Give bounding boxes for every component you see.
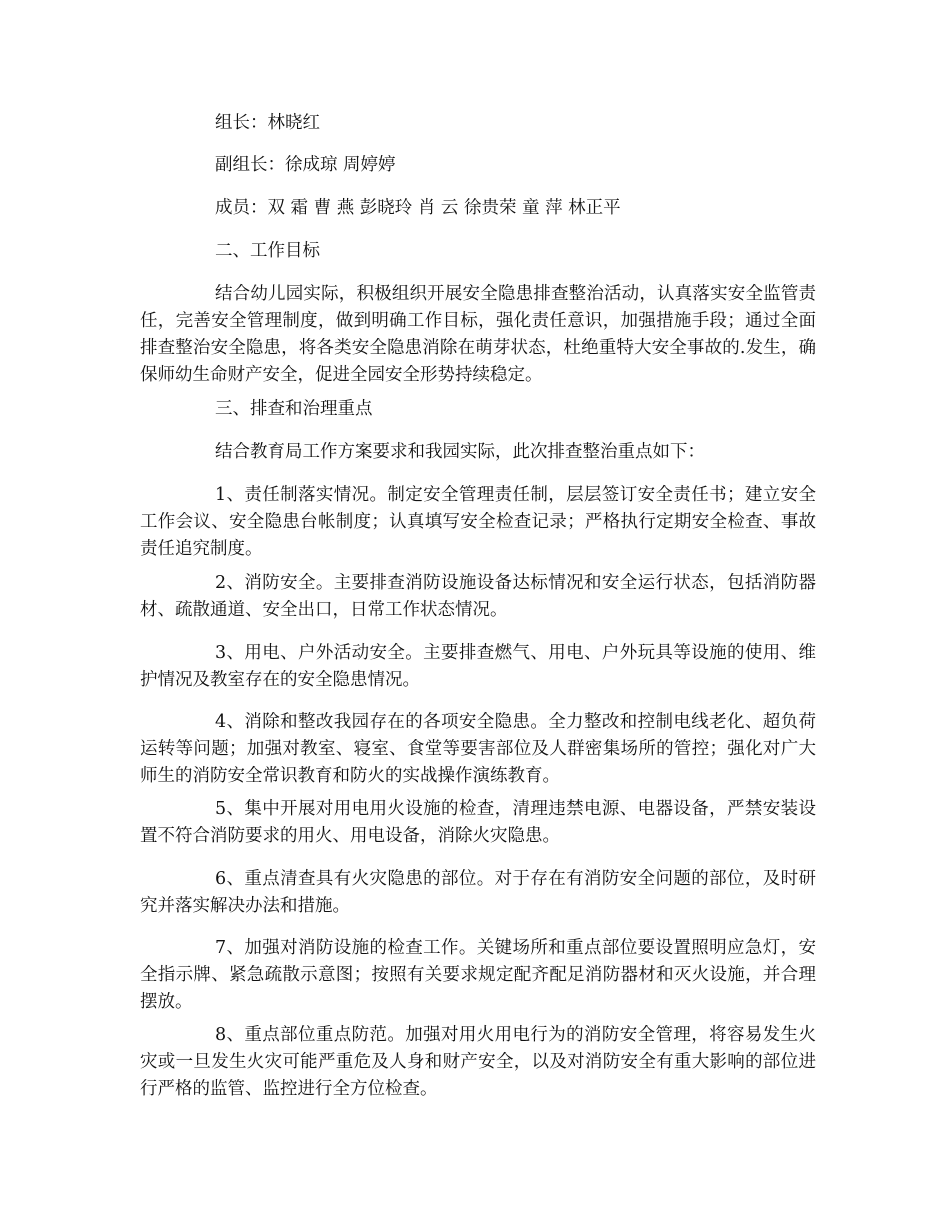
list-item: 4、消除和整改我园存在的各项安全隐患。全力整改和控制电线老化、超负荷运转等问题；加强对教室、寝室、食堂等要害部位及人群密集场所的管控；强化对广大师生的消防安全常识教育和防火的实战操作演练教育。	[140, 712, 816, 786]
leader-line: 组长：林晓红	[215, 113, 320, 133]
section-3-heading: 三、排查和治理重点	[215, 399, 373, 419]
deputy-leaders-line: 副组长：徐成琼 周婷婷	[215, 155, 396, 175]
members-line: 成员：双 霜 曹 燕 彭晓玲 肖 云 徐贵荣 童 萍 林正平	[215, 198, 621, 218]
list-item: 1、责任制落实情况。制定安全管理责任制，层层签订安全责任书；建立安全工作会议、安全隐患台帐制度；认真填写安全检查记录；严格执行定期安全检查、事故责任追究制度。	[140, 485, 816, 559]
section-2-heading: 二、工作目标	[215, 241, 320, 261]
section-3-intro: 结合教育局工作方案要求和我园实际，此次排查整治重点如下：	[215, 442, 705, 462]
list-item: 6、重点清查具有火灾隐患的部位。对于存在有消防安全问题的部位，及时研究并落实解决办法和措施。	[140, 869, 816, 916]
section-2-body: 结合幼儿园实际，积极组织开展安全隐患排查整治活动，认真落实安全监管责任，完善安全管理制度，做到明确工作目标，强化责任意识，加强措施手段；通过全面排查整治安全隐患，将各类安全隐患消除在萌芽状态，杜绝重特大安全事故的.发生，确保师幼生命财产安全，促进全园安全形势持续稳定。	[140, 284, 816, 385]
list-item: 3、用电、户外活动安全。主要排查燃气、用电、户外玩具等设施的使用、维护情况及教室存在的安全隐患情况。	[140, 643, 816, 690]
list-item: 5、集中开展对用电用火设施的检查，清理违禁电源、电器设备，严禁安装设置不符合消防要求的用火、用电设备，消除火灾隐患。	[140, 799, 816, 846]
list-item: 7、加强对消防设施的检查工作。关键场所和重点部位要设置照明应急灯，安全指示牌、紧急疏散示意图；按照有关要求规定配齐配足消防器材和灭火设施，并合理摆放。	[140, 938, 816, 1012]
list-item: 8、重点部位重点防范。加强对用火用电行为的消防安全管理，将容易发生火灾或一旦发生火灾可能严重危及人身和财产安全，以及对消防安全有重大影响的部位进行严格的监管、监控进行全方位检查。	[140, 1025, 816, 1099]
list-item: 2、消防安全。主要排查消防设施设备达标情况和安全运行状态，包括消防器材、疏散通道、安全出口，日常工作状态情况。	[140, 573, 816, 620]
